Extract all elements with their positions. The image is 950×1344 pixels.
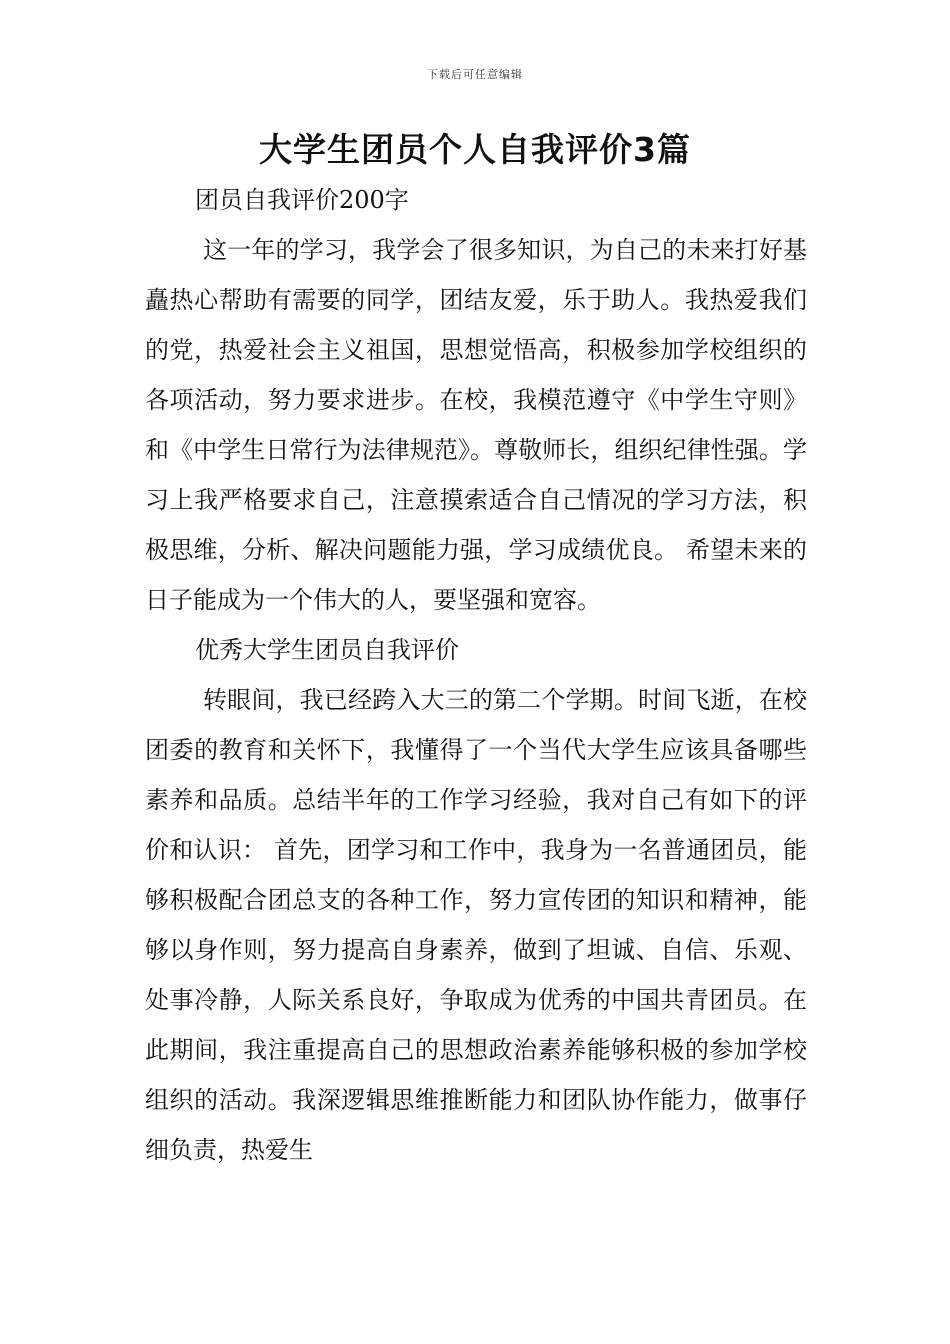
section-paragraph-1: 这一年的学习，我学会了很多知识，为自己的未来打好基矗热心帮助有需要的同学，团结友爱，乐于助人。我热爱我们的党，热爱社会主义祖国，思想觉悟高，积极参加学校组织的各项活动，努力要求进步。在校，我模范遵守《中学生守则》和《中学生日常行为法律规范》。尊敬师长，组织纪律性强。学习上我严格要求自己，注意摸索适合自己情况的学习方法，积极思维，分析、解决问题能力强，学习成绩优良。 希望未来的日子能成为一个伟大的人，要坚强和宽容。 xyxy=(145,236,807,614)
header-note: 下载后可任意编辑 xyxy=(427,68,523,81)
page-title: 大学生团员个人自我评价3篇 xyxy=(259,130,691,169)
section-paragraph-2: 转眼间，我已经跨入大三的第二个学期。时间飞逝，在校团委的教育和关怀下，我懂得了一个当代大学生应该具备哪些素养和品质。总结半年的工作学习经验，我对自己有如下的评价和认识： 首先，团学习和工作中，我身为一名普通团员，能够积极配合团总支的各种工作，努力宣传团的知识和精神，能够以身作则，努力提高自身素养，做到了坦诚、自信、乐观、处事冷静，人际关系良好，争取成为优秀的中国共青团员。在此期间，我注重提高自己的思想政治素养能够积极的参加学校组织的活动。我深逻辑思维推断能力和团队协作能力，做事仔细负责，热爱生 xyxy=(145,686,807,1164)
document-body xyxy=(145,175,807,1175)
section-heading-2: 优秀大学生团员自我评价 xyxy=(195,636,459,664)
section-heading-1: 团员自我评价200字 xyxy=(195,186,409,214)
